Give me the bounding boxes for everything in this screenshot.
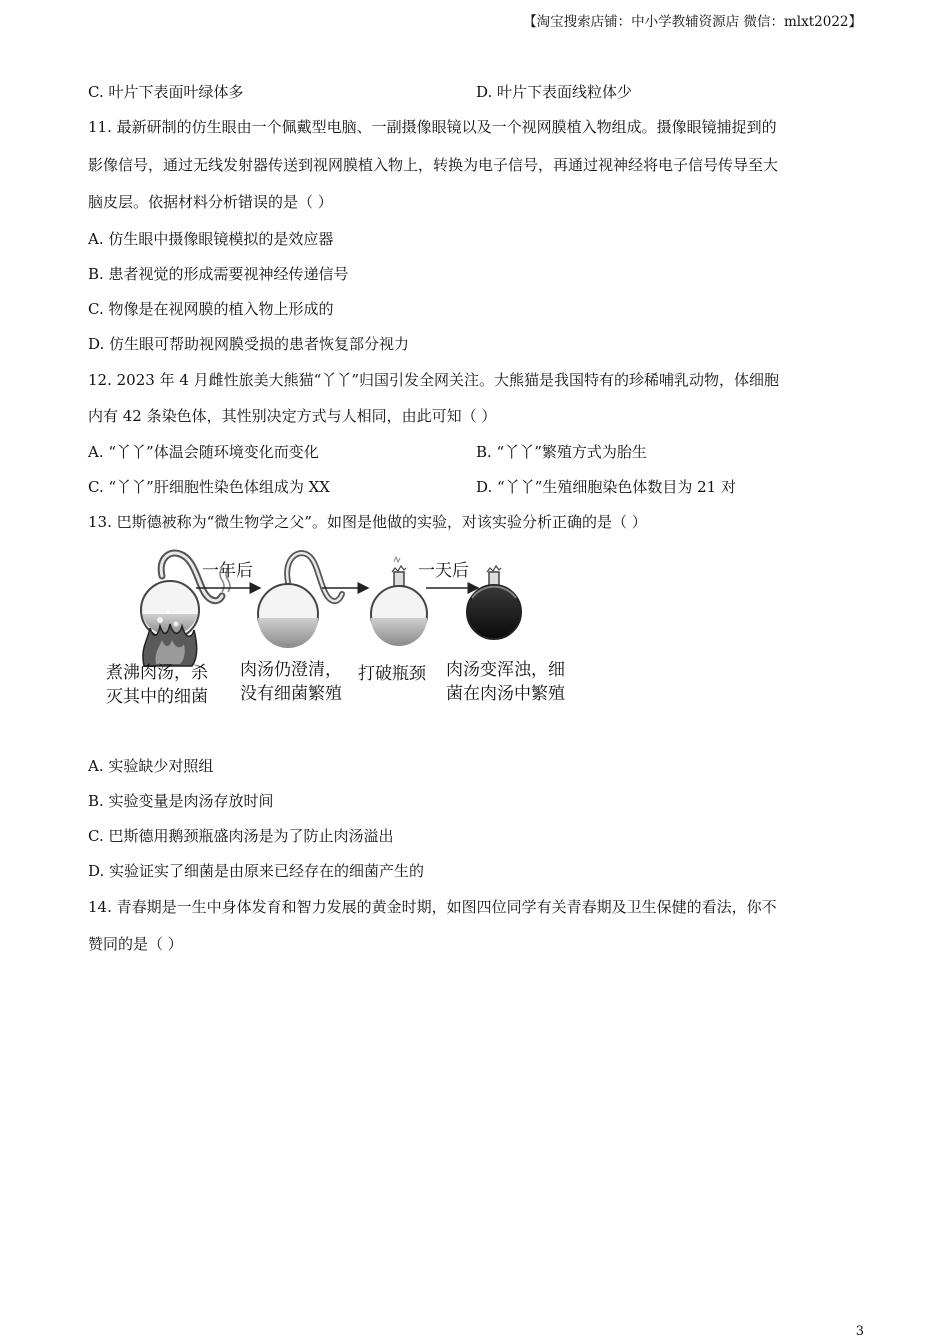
pasteur-experiment-figure xyxy=(100,548,580,716)
caption-1-line-2: 灭其中的细菌 xyxy=(106,687,208,707)
caption-2-line-2: 没有细菌繁殖 xyxy=(240,684,342,704)
page-header: 【淘宝搜索店铺：中小学教辅资源店 微信：mlxt2022】 xyxy=(523,14,862,30)
broken-glass-icon xyxy=(394,557,400,562)
flask-4-turbid xyxy=(467,566,521,639)
q13-stem: 13. 巴斯德被称为“微生物学之父”。如图是他做的实验，对该实验分析正确的是（ ） xyxy=(88,513,647,531)
q12-option-c: C. “丫丫”肝细胞性染色体组成为 XX xyxy=(88,478,330,496)
q14-stem-line-2: 赞同的是（ ） xyxy=(88,935,183,953)
q12-stem-line-2: 内有 42 条染色体，其性别决定方式与人相同，由此可知（ ） xyxy=(88,407,497,425)
q14-stem-line-1: 14. 青春期是一生中身体发育和智力发展的黄金时期，如图四位同学有关青春期及卫生保健的看法，你不 xyxy=(88,898,777,916)
caption-2-line-1: 肉汤仍澄清， xyxy=(240,660,342,680)
arrow-3-label: 一天后 xyxy=(418,561,469,581)
q13-option-d: D. 实验证实了细菌是由原来已经存在的细菌产生的 xyxy=(88,862,425,880)
q11-option-c: C. 物像是在视网膜的植入物上形成的 xyxy=(88,300,334,318)
caption-4-line-1: 肉汤变浑浊，细 xyxy=(446,660,565,680)
q13-option-b: B. 实验变量是肉汤存放时间 xyxy=(88,792,274,810)
q11-option-d: D. 仿生眼可帮助视网膜受损的患者恢复部分视力 xyxy=(88,335,410,353)
q12-stem-line-1: 12. 2023 年 4 月雌性旅美大熊猫“丫丫”归国引发全网关注。大熊猫是我国特有的珍稀哺乳动物，体细胞 xyxy=(88,371,779,389)
page-number: 3 xyxy=(855,1324,864,1339)
q11-stem-line-2: 影像信号，通过无线发射器传送到视网膜植入物上，转换为电子信号，再通过视神经将电子信号传导至大 xyxy=(88,156,779,174)
caption-4-line-2: 菌在肉汤中繁殖 xyxy=(446,684,565,704)
q10-option-c: C. 叶片下表面叶绿体多 xyxy=(88,83,244,101)
q12-option-b: B. “丫丫”繁殖方式为胎生 xyxy=(476,443,647,461)
q11-option-a: A. 仿生眼中摄像眼镜模拟的是效应器 xyxy=(88,230,334,248)
flask-2-clear xyxy=(258,553,342,648)
q11-option-b: B. 患者视觉的形成需要视神经传递信号 xyxy=(88,265,349,283)
q10-option-d: D. 叶片下表面线粒体少 xyxy=(476,83,633,101)
caption-1-line-1: 煮沸肉汤，杀 xyxy=(106,663,208,683)
q11-stem-line-3: 脑皮层。依据材料分析错误的是（ ） xyxy=(88,193,333,211)
q12-option-a: A. “丫丫”体温会随环境变化而变化 xyxy=(88,443,319,461)
caption-3: 打破瓶颈 xyxy=(358,664,426,684)
q13-option-c: C. 巴斯德用鹅颈瓶盛肉汤是为了防止肉汤溢出 xyxy=(88,827,394,845)
q13-option-a: A. 实验缺少对照组 xyxy=(88,757,214,775)
arrow-1-label: 一年后 xyxy=(202,561,253,581)
q11-stem-line-1: 11. 最新研制的仿生眼由一个佩戴型电脑、一副摄像眼镜以及一个视网膜植入物组成。摄像眼镜捕捉到的 xyxy=(88,118,777,136)
q12-option-d: D. “丫丫”生殖细胞染色体数目为 21 对 xyxy=(476,478,736,496)
